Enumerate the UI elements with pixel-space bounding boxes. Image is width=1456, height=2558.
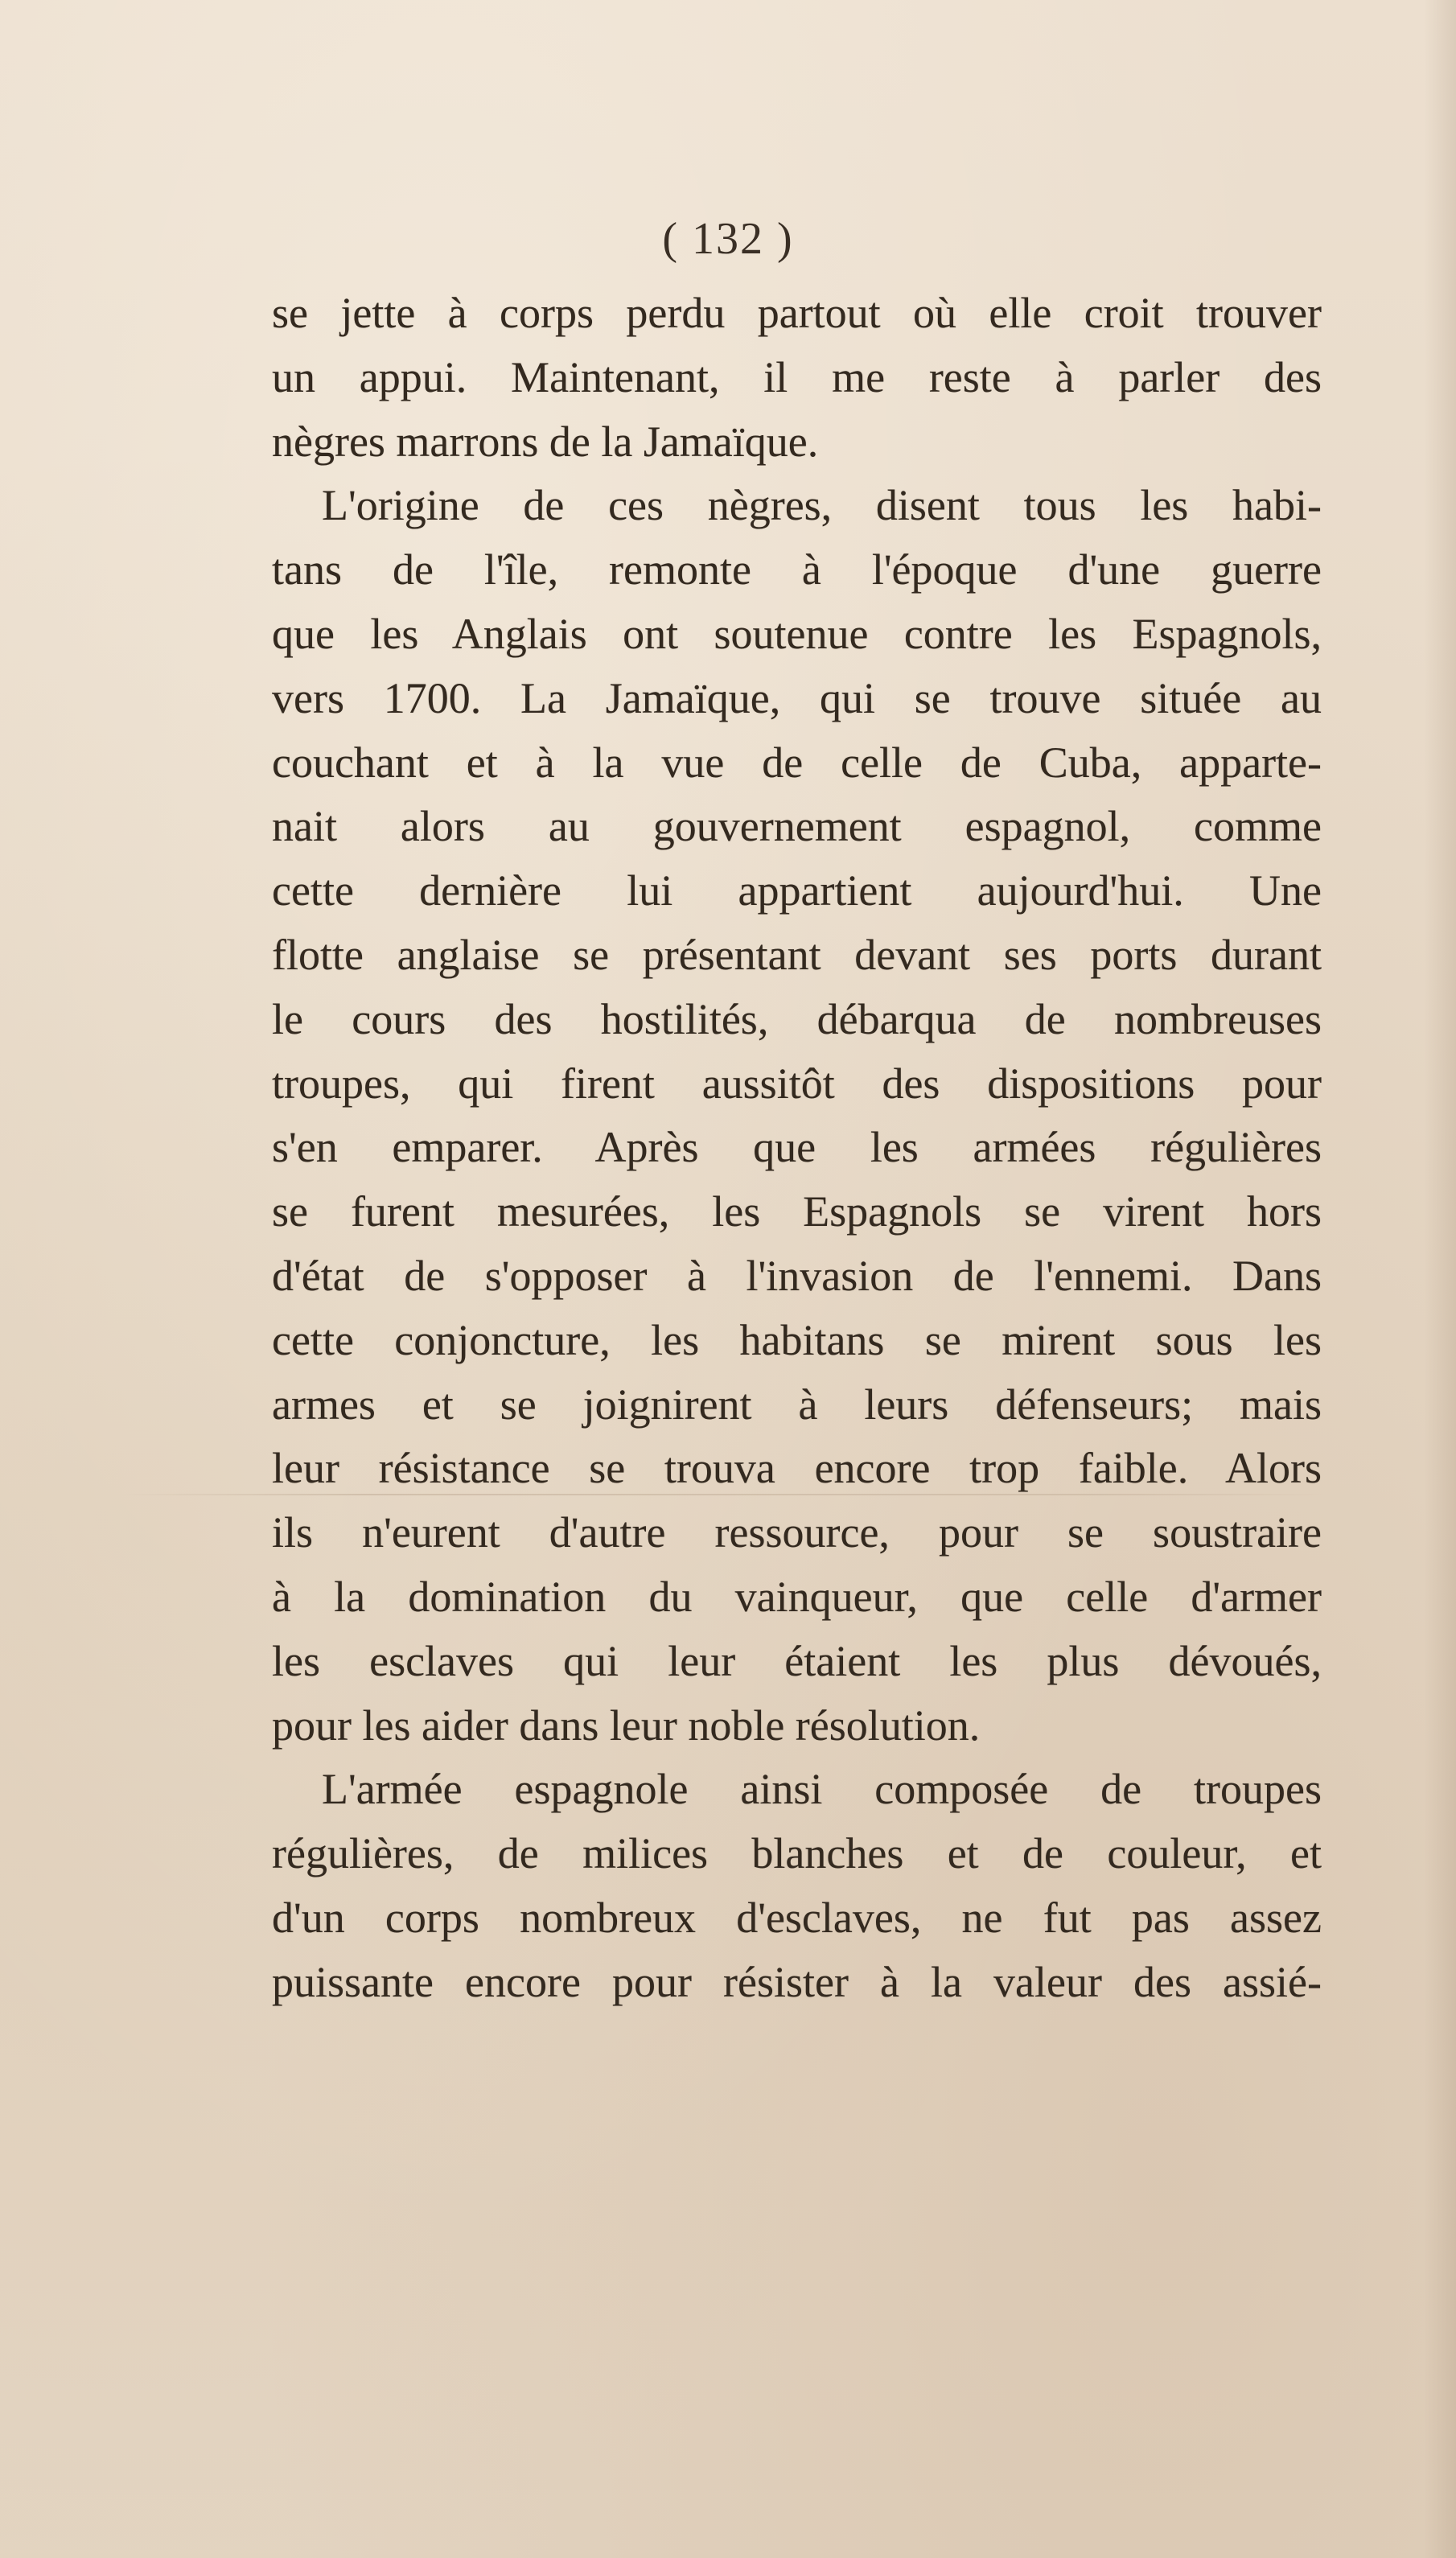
text-line: vers 1700. La Jamaïque, qui se trouve située au bbox=[272, 673, 1322, 722]
text-line: cette dernière lui appartient aujourd'hui. Une bbox=[272, 866, 1322, 915]
text-line: pour les aider dans leur noble résolution. bbox=[272, 1701, 981, 1750]
body-text bbox=[272, 282, 1322, 2015]
text-line: que les Anglais ont soutenue contre les Espagnols, bbox=[272, 609, 1322, 658]
text-line: armes et se joignirent à leurs défenseurs; mais bbox=[272, 1380, 1322, 1429]
text-line: flotte anglaise se présentant devant ses ports durant bbox=[272, 930, 1322, 979]
text-line: tans de l'île, remonte à l'époque d'une guerre bbox=[272, 545, 1322, 594]
text-line: les esclaves qui leur étaient les plus dévoués, bbox=[272, 1636, 1322, 1685]
page-number: ( 132 ) bbox=[662, 214, 794, 264]
text-line: L'armée espagnole ainsi composée de troupes bbox=[322, 1765, 1322, 1814]
text-line: ils n'eurent d'autre ressource, pour se soustraire bbox=[272, 1508, 1322, 1557]
text-line: régulières, de milices blanches et de couleur, et bbox=[272, 1829, 1322, 1878]
text-line: puissante encore pour résister à la valeur des assié- bbox=[272, 1957, 1322, 2006]
text-line: couchant et à la vue de celle de Cuba, apparte- bbox=[272, 738, 1322, 787]
text-line: d'un corps nombreux d'esclaves, ne fut pas assez bbox=[272, 1893, 1322, 1942]
text-line: un appui. Maintenant, il me reste à parler des bbox=[272, 352, 1322, 401]
text-line: se jette à corps perdu partout où elle croit trouver bbox=[272, 289, 1322, 337]
text-line: L'origine de ces nègres, disent tous les habi- bbox=[322, 481, 1322, 530]
text-line: nait alors au gouvernement espagnol, comme bbox=[272, 802, 1322, 851]
text-line: leur résistance se trouva encore trop faible. Alors bbox=[272, 1444, 1322, 1493]
text-line: s'en emparer. Après que les armées régulières bbox=[272, 1123, 1322, 1172]
text-line: à la domination du vainqueur, que celle d'armer bbox=[272, 1572, 1322, 1621]
text-line: nègres marrons de la Jamaïque. bbox=[272, 417, 819, 466]
text-line: troupes, qui firent aussitôt des dispositions pour bbox=[272, 1059, 1322, 1108]
text-line: se furent mesurées, les Espagnols se virent hors bbox=[272, 1187, 1322, 1236]
text-line: d'état de s'opposer à l'invasion de l'ennemi. Dans bbox=[272, 1251, 1322, 1300]
text-line: le cours des hostilités, débarqua de nombreuses bbox=[272, 994, 1322, 1043]
page-edge-shadow bbox=[1424, 0, 1456, 2558]
text-line: cette conjoncture, les habitans se mirent sous les bbox=[272, 1315, 1322, 1364]
